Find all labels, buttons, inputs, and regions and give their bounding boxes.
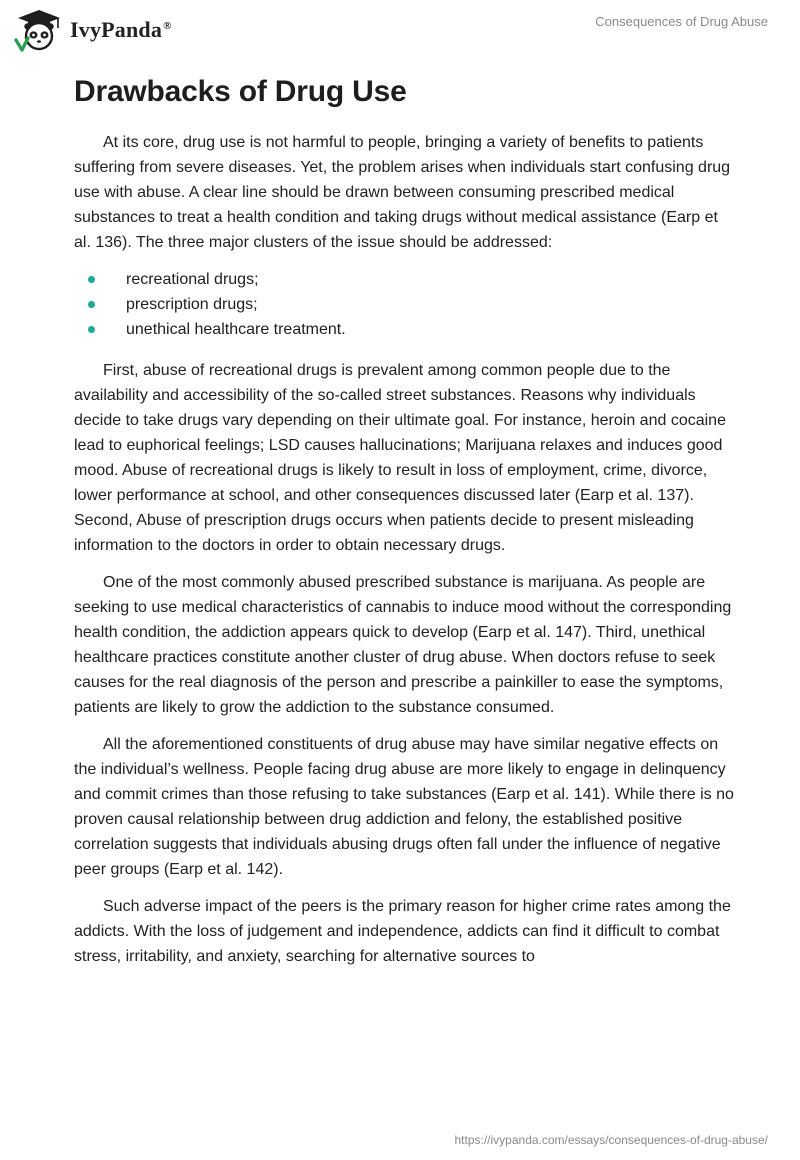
bullet-icon [88, 326, 95, 333]
list-item-text: prescription drugs; [126, 296, 258, 313]
list-item [74, 292, 734, 317]
bullet-icon [88, 301, 95, 308]
paragraph-effects: All the aforementioned constituents of drug abuse may have similar negative effects on the individual’s wellness. People facing drug abuse are more likely to engage in delinquency and commit crimes than those refusing to take substances (Earp et al. 141). While there is no proven causal relationship between drug addiction and felony, the established positive correlation suggests that individuals abusing drugs often fall under the influence of negative peer groups (Earp et al. 142). [74, 736, 734, 878]
brand-logo[interactable] [14, 8, 172, 52]
bullet-icon [88, 276, 95, 283]
page-header [0, 0, 800, 60]
panda-logo-icon [14, 8, 64, 52]
article-body [74, 74, 734, 981]
registered-mark: ® [163, 19, 172, 32]
list-item-text: unethical healthcare treatment. [126, 321, 346, 338]
source-url-link[interactable]: https://ivypanda.com/essays/consequences-of-drug-abuse/ [454, 1133, 768, 1147]
section-heading: Drawbacks of Drug Use [74, 75, 407, 108]
list-item [74, 317, 734, 342]
paragraph-recreational: First, abuse of recreational drugs is prevalent among common people due to the availability and accessibility of the so-called street substances. Reasons why individuals decide to take drugs vary depending on their ultimate goal. For instance, heroin and cocaine lead to euphorical feelings; LSD causes hallucinations; Marijuana relaxes and induces good mood. Abuse of recreational drugs is likely to result in loss of employment, crime, divorce, lower performance at school, and other consequences discussed later (Earp et al. 137). Second, Abuse of prescription drugs occurs when patients decide to present misleading information to the doctors in order to obtain necessary drugs. [74, 362, 726, 554]
list-item [74, 267, 734, 292]
issue-clusters-list [74, 267, 734, 342]
document-title: Consequences of Drug Abuse [595, 14, 768, 29]
paragraph-intro: At its core, drug use is not harmful to people, bringing a variety of benefits to patients suffering from severe diseases. Yet, the problem arises when individuals start confusing drug use with abuse. A clear line should be drawn between consuming prescribed medical substances to treat a health condition and taking drugs without medical assistance (Earp et al. 136). The three major clusters of the issue should be addressed: [74, 134, 731, 251]
list-item-text: recreational drugs; [126, 271, 259, 288]
paragraph-prescribed: One of the most commonly abused prescribed substance is marijuana. As people are seeking to use medical characteristics of cannabis to induce mood without the corresponding health condition, the addiction appears quick to develop (Earp et al. 147). Third, unethical healthcare practices constitute another cluster of drug abuse. When doctors refuse to seek causes for the real diagnosis of the person and prescribe a painkiller to ease the symptoms, patients are likely to grow the addiction to the substance consumed. [74, 574, 732, 716]
brand-name: IvyPanda® [70, 17, 172, 42]
paragraph-peers: Such adverse impact of the peers is the primary reason for higher crime rates among the addicts. With the loss of judgement and independence, addicts can find it difficult to combat stress, irritability, and anxiety, searching for alternative sources to [74, 898, 731, 965]
